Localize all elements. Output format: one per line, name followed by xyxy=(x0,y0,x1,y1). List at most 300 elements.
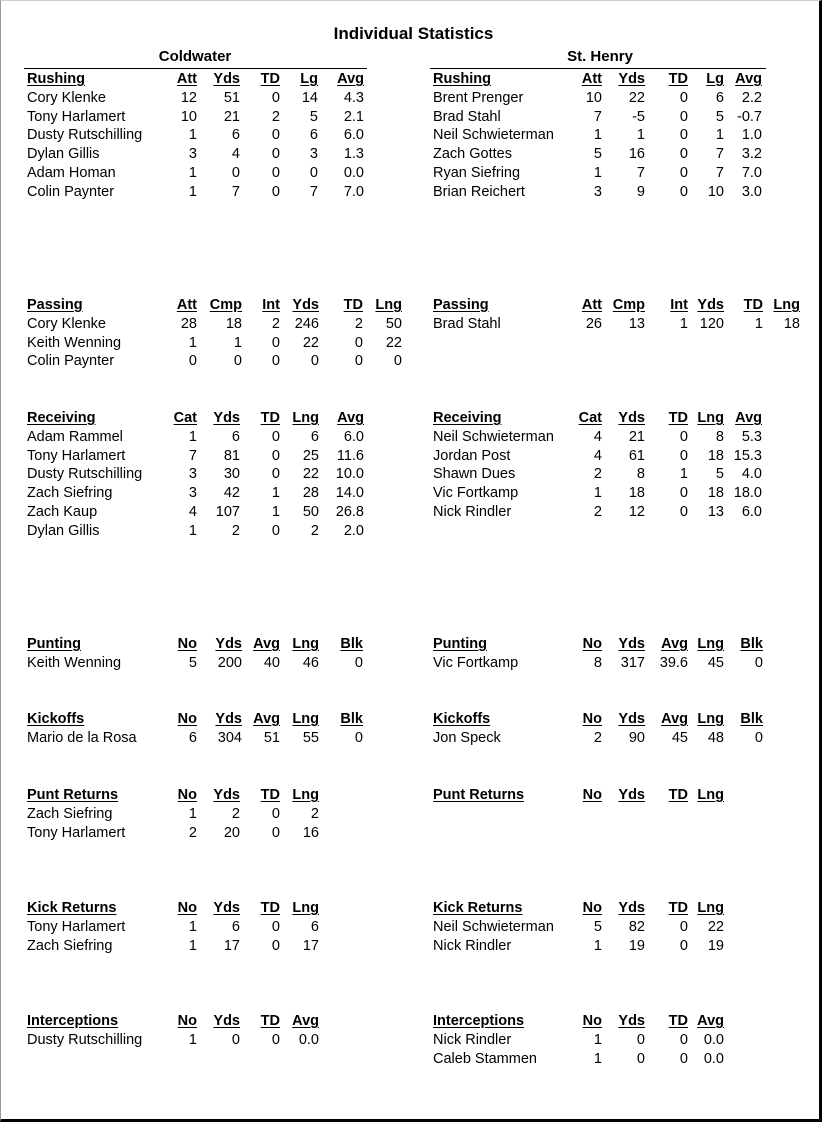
stat-cell: 6 xyxy=(231,127,240,144)
stat-cell: 0 xyxy=(636,1050,645,1067)
stat-cell: 61 xyxy=(628,447,645,464)
table-row xyxy=(0,937,827,956)
interceptions-table-right xyxy=(0,1012,827,1068)
stat-cell: 4 xyxy=(188,503,197,520)
stat-cell: 0 xyxy=(679,89,688,106)
stat-cell: 0 xyxy=(679,918,688,935)
player-name: Dylan Gillis xyxy=(27,146,100,163)
stat-cell: 0 xyxy=(679,503,688,520)
team-name-left: Coldwater xyxy=(158,48,232,65)
stat-cell: 22 xyxy=(302,334,319,351)
section-heading: Interceptions xyxy=(27,1013,119,1029)
stat-cell: 0 xyxy=(188,353,197,370)
player-name: Neil Schwieterman xyxy=(433,127,554,144)
stat-cell: 246 xyxy=(294,315,319,332)
table-row xyxy=(0,824,827,843)
player-name: Adam Homan xyxy=(27,164,116,181)
kick-returns-table-right xyxy=(0,899,827,955)
player-name: Dusty Rutschilling xyxy=(27,1031,143,1048)
column-header: Lng xyxy=(697,636,724,652)
stat-cell: 6.0 xyxy=(741,503,762,520)
stat-cell: 0.0 xyxy=(343,164,364,181)
receiving-table-right xyxy=(0,409,827,522)
table-row xyxy=(0,465,827,484)
column-header: Yds xyxy=(215,711,242,727)
rushing-table-right xyxy=(0,70,827,202)
player-name: Neil Schwieterman xyxy=(433,428,554,445)
stat-cell: 1 xyxy=(188,805,197,822)
column-header: No xyxy=(582,1013,602,1029)
stat-cell: 0 xyxy=(271,353,280,370)
column-header: Yds xyxy=(618,410,645,426)
table-row xyxy=(0,484,827,503)
stat-cell: 20 xyxy=(223,824,240,841)
stat-cell: 3 xyxy=(188,146,197,163)
column-header: Att xyxy=(176,297,197,313)
player-name: Keith Wenning xyxy=(27,334,122,351)
stat-cell: 17 xyxy=(223,937,240,954)
column-header: TD xyxy=(260,410,280,426)
team-underline-right xyxy=(430,68,766,69)
stat-cell: 12 xyxy=(180,89,197,106)
table-row xyxy=(0,315,827,334)
table-row xyxy=(0,145,827,164)
stat-cell: 1 xyxy=(188,522,197,539)
player-name: Dylan Gillis xyxy=(27,522,100,539)
stat-cell: 1.3 xyxy=(343,146,364,163)
stat-cell: 90 xyxy=(628,729,645,746)
punt-returns-table-right xyxy=(0,786,827,805)
stat-cell: 7 xyxy=(231,183,240,200)
stat-cell: 0 xyxy=(233,353,242,370)
stat-cell: 7 xyxy=(715,146,724,163)
column-header: Yds xyxy=(618,71,645,87)
column-header: Cat xyxy=(173,410,197,426)
table-row xyxy=(0,805,827,824)
player-name: Tony Harlamert xyxy=(27,918,126,935)
stat-cell: 16 xyxy=(628,146,645,163)
stat-cell: 1 xyxy=(188,1031,197,1048)
stat-cell: 2.0 xyxy=(343,522,364,539)
stat-cell: 55 xyxy=(302,729,319,746)
player-name: Neil Schwieterman xyxy=(433,918,554,935)
section-heading: Punt Returns xyxy=(433,787,525,803)
column-header: Lng xyxy=(292,787,319,803)
column-header: TD xyxy=(668,410,688,426)
stat-cell: 6 xyxy=(715,89,724,106)
stat-cell: 1 xyxy=(188,334,197,351)
stat-cell: 10 xyxy=(180,108,197,125)
stat-cell: 1 xyxy=(593,937,602,954)
table-row xyxy=(0,164,827,183)
stat-cell: 22 xyxy=(628,89,645,106)
player-name: Dusty Rutschilling xyxy=(27,127,143,144)
stat-cell: 22 xyxy=(707,918,724,935)
section-heading: Kick Returns xyxy=(433,900,523,916)
stat-cell: 30 xyxy=(223,466,240,483)
stat-cell: 0 xyxy=(354,353,363,370)
stat-cell: 28 xyxy=(302,485,319,502)
stat-cell: 107 xyxy=(215,503,240,520)
column-header: Yds xyxy=(697,297,724,313)
stat-cell: 7 xyxy=(715,164,724,181)
column-header: No xyxy=(177,636,197,652)
column-header: No xyxy=(177,900,197,916)
column-header: TD xyxy=(343,297,363,313)
stat-cell: 0.0 xyxy=(703,1031,724,1048)
stat-cell: 3.2 xyxy=(741,146,762,163)
stat-cell: 81 xyxy=(223,447,240,464)
stat-cell: 0.0 xyxy=(703,1050,724,1067)
table-row xyxy=(0,1031,827,1050)
stat-cell: 18 xyxy=(707,485,724,502)
column-header: No xyxy=(582,711,602,727)
stat-cell: 14.0 xyxy=(335,485,364,502)
stat-cell: 4 xyxy=(593,428,602,445)
stat-cell: 0 xyxy=(679,1031,688,1048)
stat-cell: 45 xyxy=(707,654,724,671)
stat-cell: 0 xyxy=(271,89,280,106)
player-name: Nick Rindler xyxy=(433,503,512,520)
stat-cell: 6 xyxy=(188,729,197,746)
stat-cell: 0 xyxy=(679,485,688,502)
stat-cell: 26.8 xyxy=(335,503,364,520)
stat-cell: 8 xyxy=(636,466,645,483)
stat-cell: 19 xyxy=(628,937,645,954)
team-underline-left xyxy=(24,68,367,69)
player-name: Brad Stahl xyxy=(433,108,501,125)
column-header: Int xyxy=(670,297,688,313)
stat-cell: 19 xyxy=(707,937,724,954)
column-header: Lng xyxy=(292,410,319,426)
column-header: No xyxy=(582,900,602,916)
stat-cell: 22 xyxy=(385,334,402,351)
stat-cell: 0 xyxy=(310,353,319,370)
table-row xyxy=(0,522,827,541)
section-heading: Punt Returns xyxy=(27,787,119,803)
column-header: Yds xyxy=(213,1013,240,1029)
table-row xyxy=(0,126,827,145)
player-name: Colin Paynter xyxy=(27,183,115,200)
stat-cell: 4 xyxy=(593,447,602,464)
stat-cell: 18 xyxy=(225,315,242,332)
column-header: Cmp xyxy=(612,297,645,313)
stat-cell: 7.0 xyxy=(741,164,762,181)
stat-cell: 3 xyxy=(593,183,602,200)
stat-cell: 2 xyxy=(593,466,602,483)
player-name: Colin Paynter xyxy=(27,353,115,370)
column-header: Yds xyxy=(618,787,645,803)
player-name: Jon Speck xyxy=(433,729,501,746)
stat-cell: 0.0 xyxy=(298,1031,319,1048)
column-header: No xyxy=(582,636,602,652)
table-header-row xyxy=(0,70,827,89)
column-header: Avg xyxy=(253,711,280,727)
column-header: Yds xyxy=(292,297,319,313)
stat-cell: 1 xyxy=(188,428,197,445)
stat-cell: 0 xyxy=(271,146,280,163)
stat-cell: 7 xyxy=(188,447,197,464)
column-header: Lng xyxy=(697,787,724,803)
stat-cell: 1 xyxy=(679,466,688,483)
table-row xyxy=(0,352,827,371)
column-header: TD xyxy=(260,900,280,916)
stat-cell: 39.6 xyxy=(659,654,688,671)
column-header: Avg xyxy=(337,410,364,426)
column-header: Lg xyxy=(706,71,724,87)
column-header: TD xyxy=(260,787,280,803)
stat-cell: 2 xyxy=(310,522,319,539)
table-row xyxy=(0,108,827,127)
stat-cell: 2.1 xyxy=(343,108,364,125)
table-row xyxy=(0,89,827,108)
column-header: Avg xyxy=(661,636,688,652)
stat-cell: 5 xyxy=(309,108,318,125)
stat-cell: 1 xyxy=(593,1050,602,1067)
column-header: Cat xyxy=(578,410,602,426)
stat-cell: 0 xyxy=(271,937,280,954)
stat-cell: 28 xyxy=(180,315,197,332)
stat-cell: 2 xyxy=(271,108,280,125)
stat-cell: 48 xyxy=(707,729,724,746)
player-name: Tony Harlamert xyxy=(27,824,126,841)
column-header: No xyxy=(177,1013,197,1029)
column-header: Lng xyxy=(697,410,724,426)
stat-cell: 1 xyxy=(188,127,197,144)
stat-cell: 4.3 xyxy=(343,89,364,106)
stat-cell: 3 xyxy=(309,146,318,163)
player-name: Zach Siefring xyxy=(27,485,113,502)
table-row xyxy=(0,447,827,466)
stat-cell: 6 xyxy=(310,918,319,935)
column-header: TD xyxy=(668,71,688,87)
stat-cell: 42 xyxy=(223,485,240,502)
stat-cell: 0 xyxy=(754,654,763,671)
column-header: Avg xyxy=(292,1013,319,1029)
stat-cell: 1 xyxy=(715,127,724,144)
stat-cell: 12 xyxy=(628,503,645,520)
column-header: TD xyxy=(260,1013,280,1029)
stat-cell: 0 xyxy=(271,1031,280,1048)
stat-cell: 1 xyxy=(271,485,280,502)
table-row xyxy=(0,334,827,353)
stat-cell: 3.0 xyxy=(741,183,762,200)
section-heading: Kick Returns xyxy=(27,900,117,916)
stat-cell: 2 xyxy=(593,503,602,520)
team-name-right: St. Henry xyxy=(567,48,633,65)
player-name: Mario de la Rosa xyxy=(27,729,137,746)
player-name: Tony Harlamert xyxy=(27,108,126,125)
column-header: Lng xyxy=(292,636,319,652)
stat-cell: 0 xyxy=(393,353,402,370)
table-header-row xyxy=(0,786,827,805)
section-heading: Passing xyxy=(27,297,83,313)
column-header: Att xyxy=(581,297,602,313)
stat-cell: 0 xyxy=(271,447,280,464)
stat-cell: -0.7 xyxy=(737,108,762,125)
stat-cell: 18 xyxy=(707,447,724,464)
stat-cell: 7 xyxy=(593,108,602,125)
kickoffs-table-right xyxy=(0,710,827,748)
stat-cell: 5.3 xyxy=(741,428,762,445)
stat-cell: 0 xyxy=(679,127,688,144)
player-name: Tony Harlamert xyxy=(27,447,126,464)
stat-cell: 0 xyxy=(309,164,318,181)
player-name: Brad Stahl xyxy=(433,315,501,332)
section-heading: Punting xyxy=(27,636,81,652)
column-header: Int xyxy=(262,297,280,313)
stat-cell: 17 xyxy=(302,937,319,954)
column-header: Att xyxy=(581,71,602,87)
stat-cell: 50 xyxy=(385,315,402,332)
stat-cell: 6.0 xyxy=(343,127,364,144)
stat-cell: 82 xyxy=(628,918,645,935)
stat-cell: 16 xyxy=(302,824,319,841)
stat-cell: 0 xyxy=(354,334,363,351)
stat-cell: 6 xyxy=(309,127,318,144)
column-header: Yds xyxy=(213,900,240,916)
section-heading: Passing xyxy=(433,297,489,313)
section-heading: Interceptions xyxy=(433,1013,525,1029)
stat-cell: 5 xyxy=(715,466,724,483)
stat-cell: 0 xyxy=(679,108,688,125)
table-row xyxy=(0,183,827,202)
stat-cell: 0 xyxy=(679,937,688,954)
column-header: Yds xyxy=(618,711,645,727)
stat-cell: -5 xyxy=(632,108,645,125)
stat-cell: 1 xyxy=(636,127,645,144)
stat-cell: 1 xyxy=(593,164,602,181)
table-header-row xyxy=(0,296,827,315)
column-header: Yds xyxy=(213,787,240,803)
table-row xyxy=(0,1050,827,1069)
section-heading: Receiving xyxy=(433,410,502,426)
table-row xyxy=(0,918,827,937)
column-header: No xyxy=(582,787,602,803)
stat-cell: 7.0 xyxy=(343,183,364,200)
stat-cell: 1 xyxy=(679,315,688,332)
stat-cell: 2 xyxy=(354,315,363,332)
stat-cell: 0 xyxy=(271,164,280,181)
column-header: No xyxy=(177,711,197,727)
stat-cell: 1 xyxy=(188,918,197,935)
stat-cell: 3 xyxy=(188,466,197,483)
column-header: Lng xyxy=(697,900,724,916)
stat-cell: 0 xyxy=(679,146,688,163)
player-name: Keith Wenning xyxy=(27,654,122,671)
column-header: Lg xyxy=(300,71,318,87)
player-name: Ryan Siefring xyxy=(433,164,521,181)
stat-cell: 0 xyxy=(271,522,280,539)
stat-cell: 10.0 xyxy=(335,466,364,483)
table-header-row xyxy=(0,899,827,918)
stat-cell: 1.0 xyxy=(741,127,762,144)
column-header: Yds xyxy=(618,900,645,916)
stat-cell: 3 xyxy=(188,485,197,502)
stat-cell: 4.0 xyxy=(741,466,762,483)
stat-cell: 2 xyxy=(231,805,240,822)
stat-cell: 50 xyxy=(302,503,319,520)
player-name: Shawn Dues xyxy=(433,466,516,483)
column-header: TD xyxy=(668,1013,688,1029)
column-header: Lng xyxy=(697,711,724,727)
column-header: Lng xyxy=(773,297,800,313)
stat-cell: 6 xyxy=(310,428,319,445)
column-header: Avg xyxy=(697,1013,724,1029)
stat-cell: 0 xyxy=(354,729,363,746)
stat-cell: 8 xyxy=(715,428,724,445)
stat-cell: 0 xyxy=(636,1031,645,1048)
stat-cell: 1 xyxy=(593,127,602,144)
column-header: Yds xyxy=(215,636,242,652)
stat-cell: 5 xyxy=(593,918,602,935)
column-header: TD xyxy=(668,787,688,803)
passing-table-right xyxy=(0,296,827,334)
stat-cell: 120 xyxy=(699,315,724,332)
section-heading: Kickoffs xyxy=(433,711,491,727)
stat-cell: 0 xyxy=(754,729,763,746)
stat-cell: 1 xyxy=(188,183,197,200)
column-header: Avg xyxy=(661,711,688,727)
section-heading: Rushing xyxy=(27,71,85,87)
stat-cell: 200 xyxy=(217,654,242,671)
player-name: Zach Siefring xyxy=(27,805,113,822)
table-row xyxy=(0,654,827,673)
stat-cell: 0 xyxy=(231,164,240,181)
table-header-row xyxy=(0,635,827,654)
stat-cell: 0 xyxy=(271,183,280,200)
stat-cell: 0 xyxy=(271,334,280,351)
column-header: Lng xyxy=(292,900,319,916)
stat-cell: 26 xyxy=(585,315,602,332)
section-heading: Punting xyxy=(433,636,487,652)
stat-cell: 2 xyxy=(593,729,602,746)
stat-cell: 0 xyxy=(271,466,280,483)
stat-cell: 10 xyxy=(585,89,602,106)
column-header: Blk xyxy=(340,636,363,652)
column-header: Avg xyxy=(337,71,364,87)
stat-cell: 0 xyxy=(679,183,688,200)
page-title: Individual Statistics xyxy=(333,24,494,43)
stat-cell: 13 xyxy=(628,315,645,332)
stat-cell: 304 xyxy=(217,729,242,746)
stat-cell: 1 xyxy=(233,334,242,351)
player-name: Nick Rindler xyxy=(433,1031,512,1048)
table-header-row xyxy=(0,710,827,729)
stat-cell: 1 xyxy=(271,503,280,520)
stat-cell: 40 xyxy=(263,654,280,671)
section-heading: Receiving xyxy=(27,410,96,426)
column-header: Lng xyxy=(292,711,319,727)
player-name: Vic Fortkamp xyxy=(433,654,519,671)
stat-cell: 0 xyxy=(271,918,280,935)
stat-cell: 1 xyxy=(593,1031,602,1048)
column-header: Avg xyxy=(735,410,762,426)
column-header: Yds xyxy=(213,410,240,426)
stat-cell: 317 xyxy=(620,654,645,671)
column-header: Yds xyxy=(618,1013,645,1029)
table-row xyxy=(0,729,827,748)
stat-cell: 51 xyxy=(223,89,240,106)
stat-cell: 7 xyxy=(636,164,645,181)
stat-cell: 25 xyxy=(302,447,319,464)
player-name: Cory Klenke xyxy=(27,315,106,332)
player-name: Cory Klenke xyxy=(27,89,106,106)
stat-cell: 0 xyxy=(679,164,688,181)
stat-cell: 18 xyxy=(628,485,645,502)
player-name: Brian Reichert xyxy=(433,183,525,200)
player-name: Zach Gottes xyxy=(433,146,512,163)
